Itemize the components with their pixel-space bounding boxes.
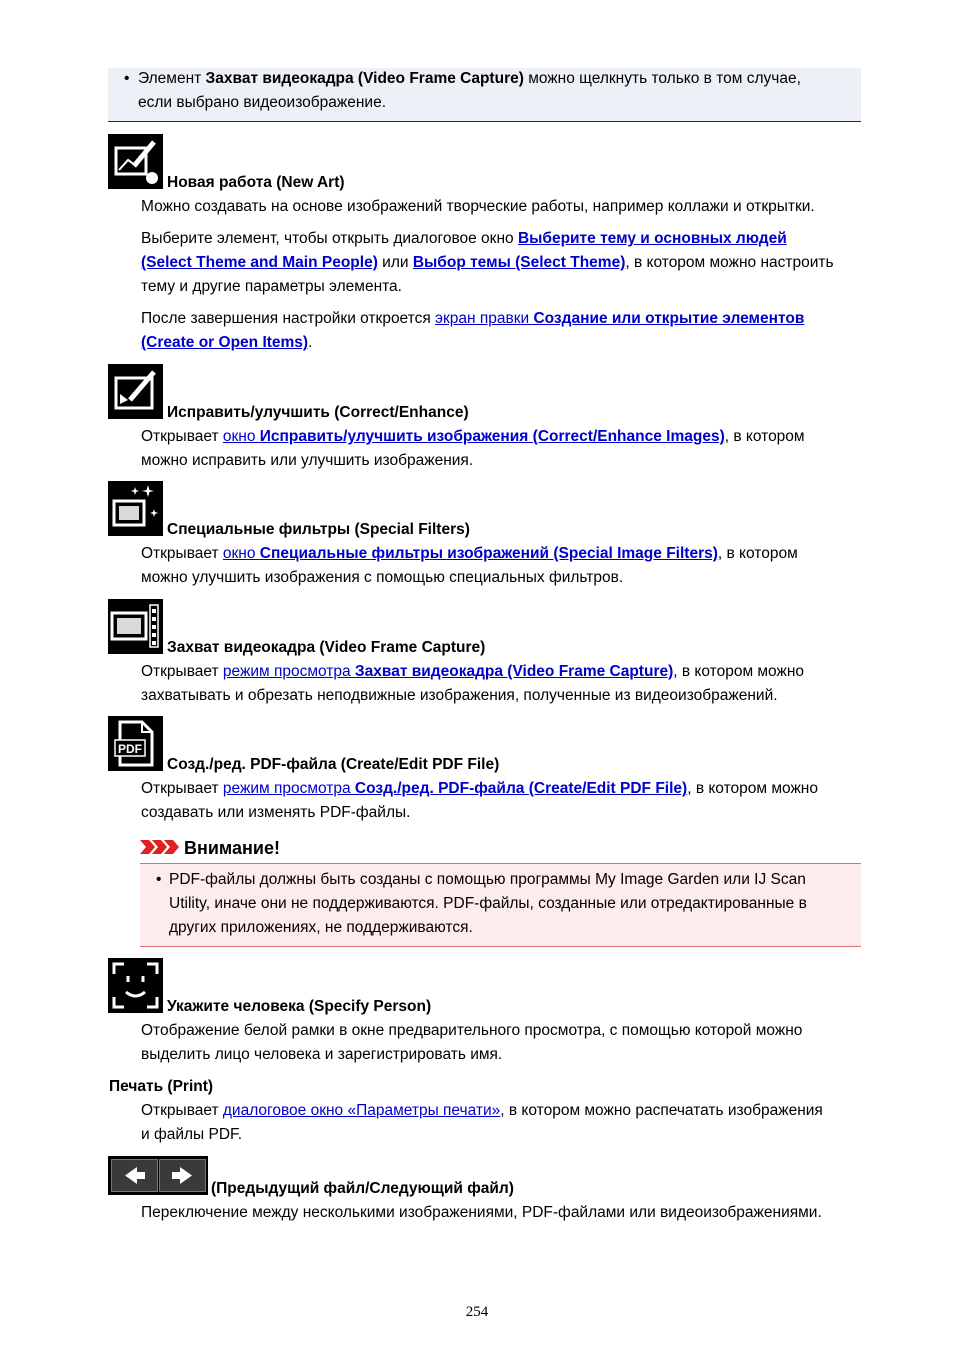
print-title: Печать (Print) [109,1078,214,1095]
warning-chevrons-icon [140,838,180,856]
warning-line3: других приложениях, не поддерживаются. [169,919,473,936]
print-line2: и файлы PDF. [141,1126,243,1143]
pdf-line2: создавать или изменять PDF-файлы. [141,804,411,821]
video-frame-capture-link[interactable]: режим просмотра Захват видеокадра (Video Frame Capture) [222,663,674,680]
warning-line1: PDF-файлы должны быть созданы с помощью программы My Image Garden или IJ Scan [169,871,806,888]
note-line-1: Элемент Захват видеокадра (Video Frame Capture) можно щелкнуть только в том случае, [138,70,801,87]
person-line2: выделить лицо человека и зарегистрировать имя. [141,1046,503,1063]
correct-title: Исправить/улучшить (Correct/Enhance) [167,404,469,421]
new-art-icon[interactable] [108,134,163,189]
warning-line2: Utility, иначе они не поддерживаются. PDF-файлы, созданные или отредактированные в [169,895,807,912]
create-open-items-link[interactable]: экран правки Создание или открытие элементов [435,310,805,327]
warning-title: Внимание! [184,838,280,858]
print-settings-link[interactable]: диалоговое окно «Параметры печати» [222,1102,501,1119]
svg-text:PDF: PDF [118,742,142,756]
correct-enhance-icon[interactable] [108,364,163,419]
special-filters-icon[interactable] [108,481,163,536]
note-line-2: если выбрано видеоизображение. [138,94,386,111]
new-art-desc: Можно создавать на основе изображений творческие работы, например коллажи и открытки. [141,198,815,215]
warning-bullet: • [156,871,162,888]
new-art-p3-line1: После завершения настройки откроется экран правки Создание или открытие элементов [141,310,805,327]
pdf-line1: Открывает режим просмотра Созд./ред. PDF-файла (Create/Edit PDF File), в котором можно [141,780,818,797]
filters-title: Специальные фильтры (Special Filters) [167,521,470,538]
new-art-title: Новая работа (New Art) [167,174,345,191]
prev-next-buttons [108,1156,208,1195]
person-title: Укажите человека (Specify Person) [167,998,432,1015]
specify-person-icon[interactable] [108,958,163,1013]
correct-line1: Открывает окно Исправить/улучшить изображения (Correct/Enhance Images), в котором [141,428,805,445]
note-bullet: • [124,70,130,87]
arrow-left-icon [112,1160,157,1191]
new-art-p2-line2: (Select Theme and Main People) или Выбор темы (Select Theme), в котором можно настроить [141,254,834,271]
new-art-p2-line3: тему и другие параметры элемента. [141,278,402,295]
video-line2: захватывать и обрезать неподвижные изображения, полученные из видеоизображений. [141,687,778,704]
select-theme-link[interactable]: Выбор темы (Select Theme) [412,254,626,271]
prevnext-desc: Переключение между несколькими изображениями, PDF-файлами или видеоизображениями. [141,1204,822,1221]
select-theme-people-link-cont[interactable]: (Select Theme and Main People) [141,254,378,271]
filters-line1: Открывает окно Специальные фильтры изображений (Special Image Filters), в котором [141,545,798,562]
correct-enhance-link[interactable]: окно Исправить/улучшить изображения (Correct/Enhance Images) [222,428,725,445]
video-title: Захват видеокадра (Video Frame Capture) [167,639,486,656]
next-file-button[interactable] [159,1159,206,1192]
previous-file-button[interactable] [111,1159,158,1192]
filters-line2: можно улучшить изображения с помощью специальных фильтров. [141,569,624,586]
video-line1: Открывает режим просмотра Захват видеокадра (Video Frame Capture), в котором можно [141,663,805,680]
print-line1: Открывает диалоговое окно «Параметры печати», в котором можно распечатать изображения [141,1102,823,1119]
pdf-title: Созд./ред. PDF-файла (Create/Edit PDF File) [167,756,500,773]
prevnext-title: (Предыдущий файл/Следующий файл) [211,1180,514,1197]
page-number: 254 [465,1304,489,1320]
new-art-p3-line2: (Create or Open Items). [141,334,313,351]
select-theme-people-link[interactable]: Выберите тему и основных людей [517,230,787,247]
special-filters-link[interactable]: окно Специальные фильтры изображений (Special Image Filters) [222,545,718,562]
correct-line2: можно исправить или улучшить изображения. [141,452,474,469]
create-edit-pdf-link[interactable]: режим просмотра Созд./ред. PDF-файла (Create/Edit PDF File) [222,780,688,797]
create-open-items-link-cont[interactable]: (Create or Open Items) [141,334,309,351]
create-edit-pdf-icon[interactable] [108,716,163,771]
arrow-right-icon [160,1160,205,1191]
new-art-p2-line1: Выберите элемент, чтобы открыть диалоговое окно Выберите тему и основных людей [141,230,787,247]
person-line1: Отображение белой рамки в окне предварительного просмотра, с помощью которой можно [141,1022,803,1039]
video-frame-capture-icon[interactable] [108,599,163,654]
